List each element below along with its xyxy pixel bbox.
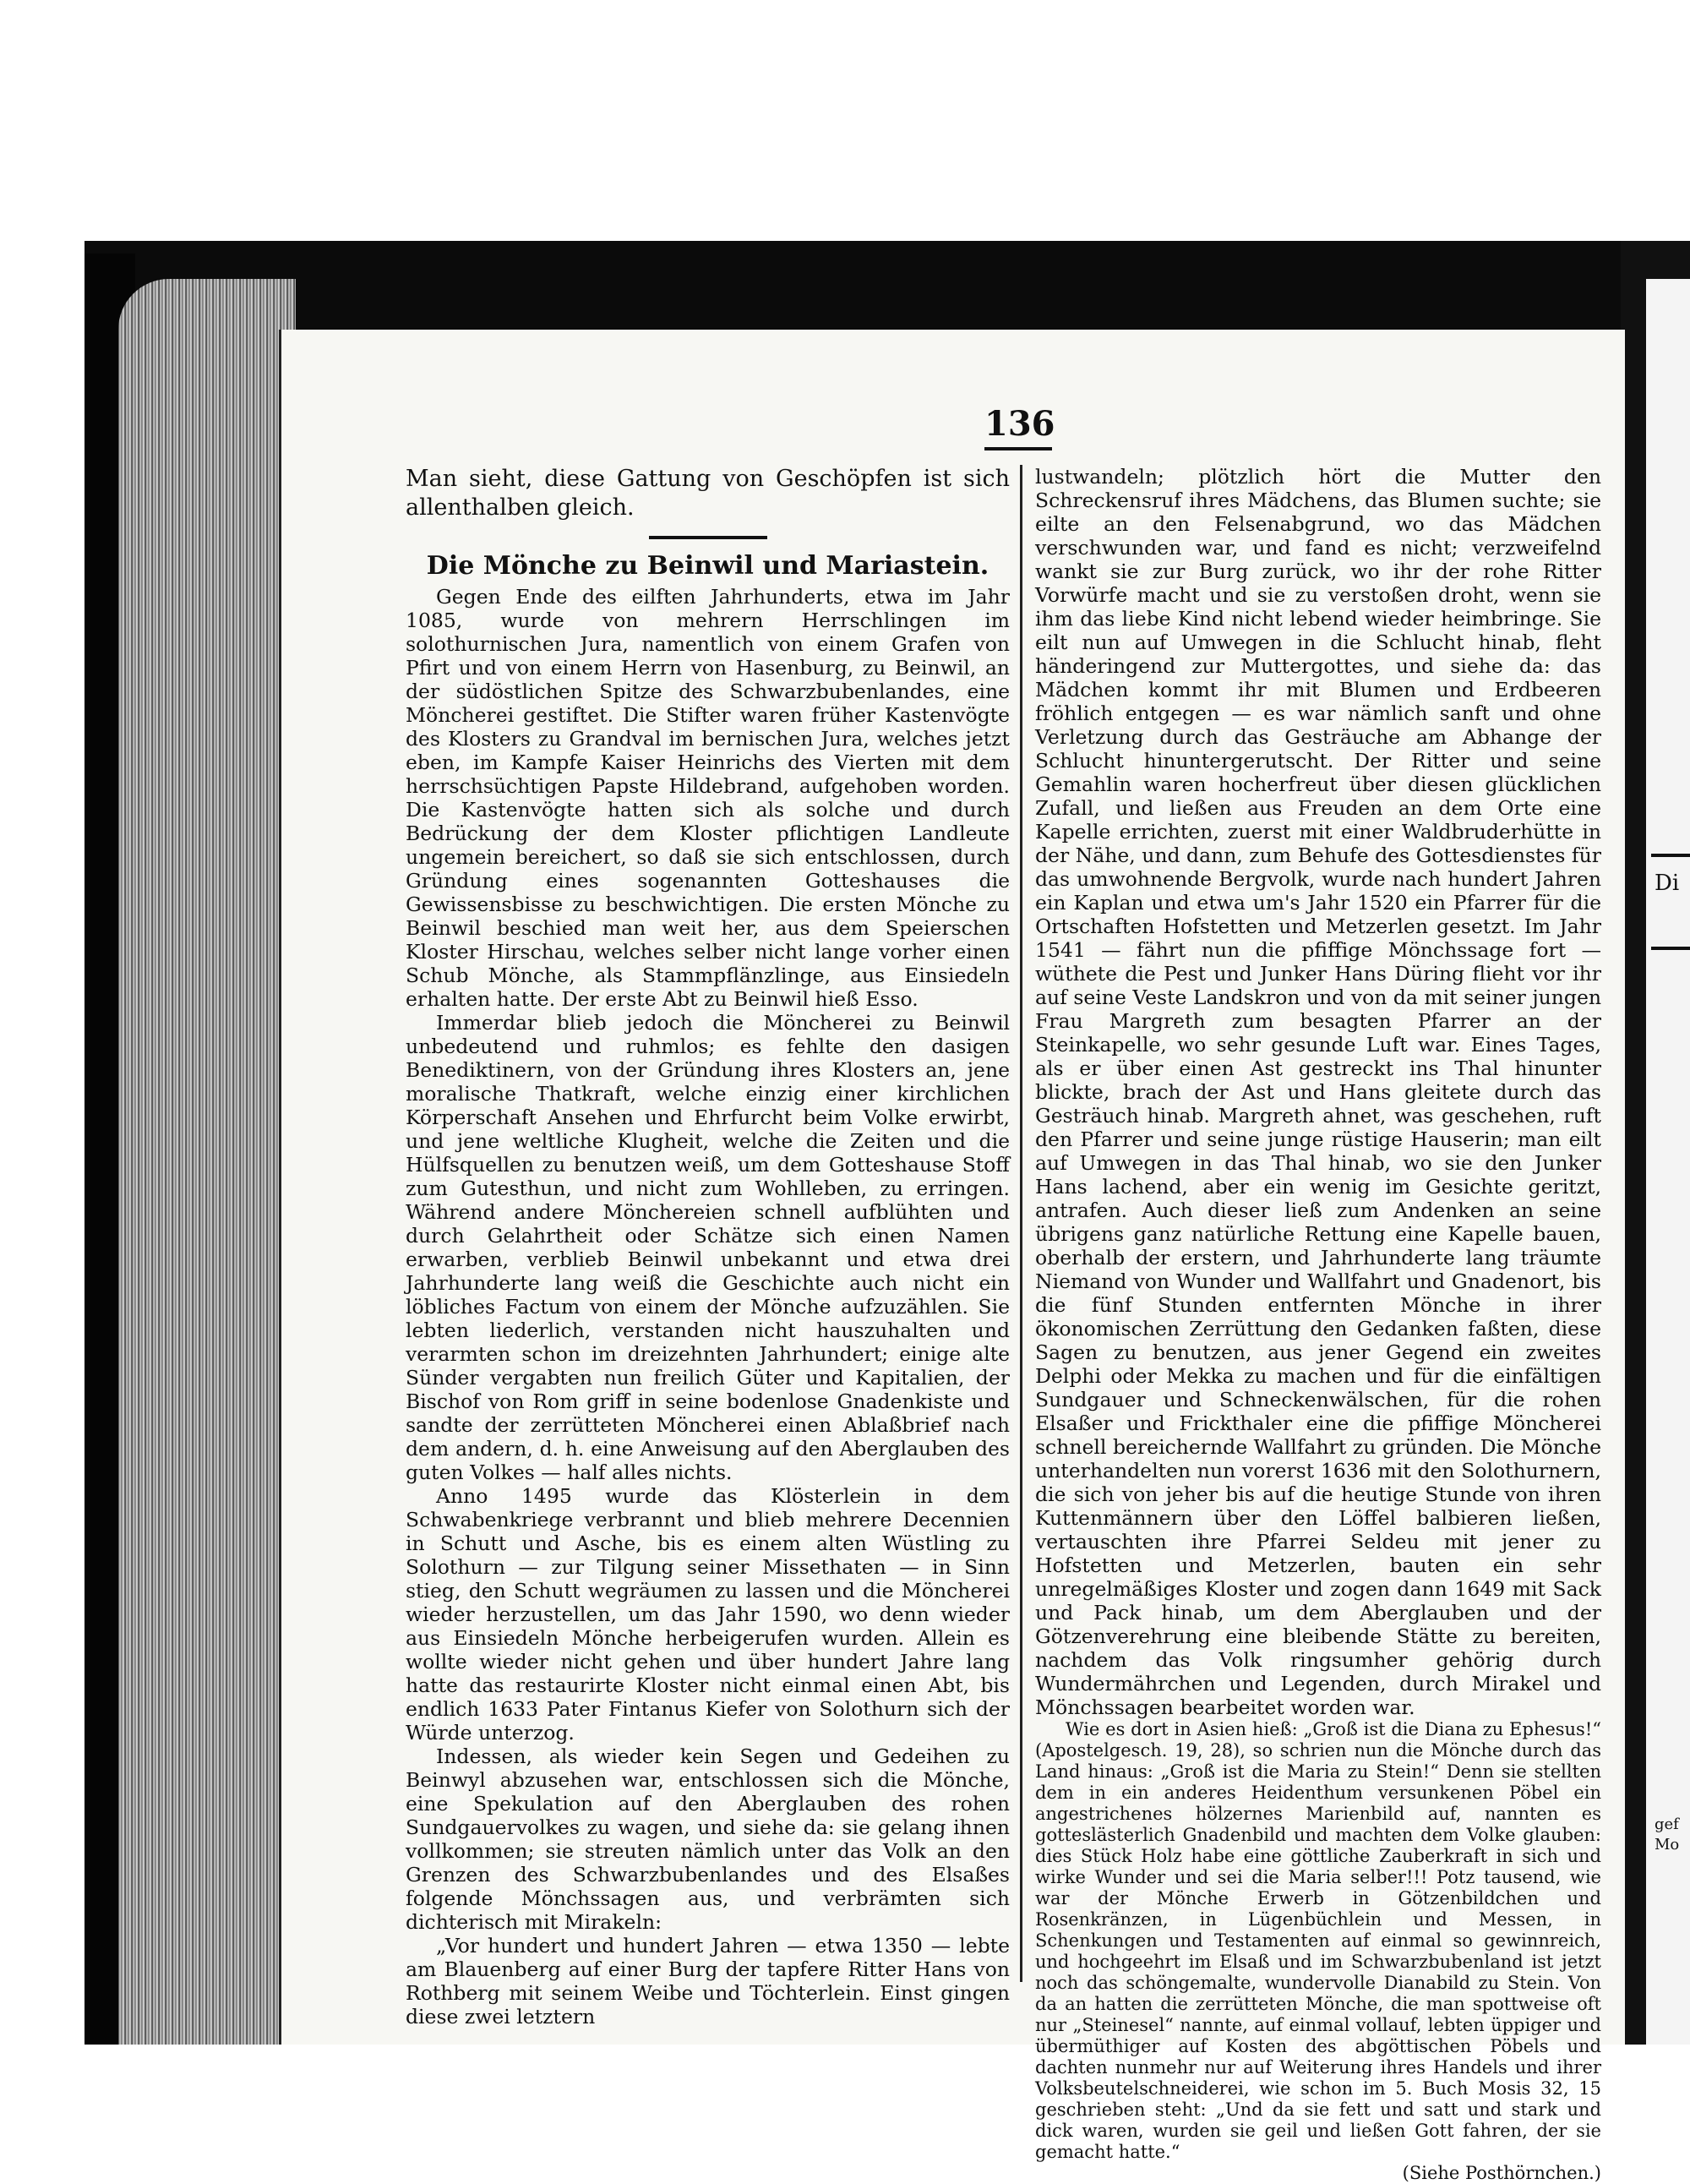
paragraph-small-print: Wie es dort in Asien hieß: „Groß ist die Diana zu Ephesus!“ (Apostelgesch. 19, 28), so schrien nun die Mönche durch das Land hinaus: „Groß ist die Maria zu Stein!“ Denn sie stellten dem in ein anderes Heidenthum versunkenen Pöbel ein angestrichenes hölzernes Marienbild auf, nannten es gotteslästerlich Gnadenbild und machten dem Volke glauben: dies Stück Holz habe eine göttliche Zauberkraft in sich und wirke Wunder und sei die Maria selber!!! Potz tausend, wie war der Mönche Erwerb in Götzenbildchen und Rosenkränzen, in Lügenbüchlein und Messen, in Schenkungen und Testamenten auf einmal so gewinnreich, und hochgeehrt im Elsaß und im Schwarzbubenland ist jetzt noch das schöngemalte, wundervolle Dianabild zu Stein. Von da an hatten die zerrütteten Mönche, die man spottweise oft nur „Steinesel“ nannte, auf einmal vollauf, lebten üppiger und übermüthiger auf Kosten des abgöttischen Pöbels und dachten nunmehr nur auf Weiterung ihres Handels und ihrer Volksbeutelschneiderei, wie schon im 5. Buch Mosis 32, 15 geschrieben steht: „Und da sie fett und satt und stark und dick waren, wurden sie geil und ließen Gott fahren, der sie gemacht hatte.“: [1035, 1719, 1601, 2162]
left-column: [406, 465, 1010, 2028]
source-attribution: (Siehe Posthörnchen.): [1402, 2163, 1601, 2183]
paragraph: Immerdar blieb jedoch die Mönchereі zu Beinwil unbedeutend und ruhmlos; es fehlte den dasigen Benediktinern, von der Gründung ihres Klosters an, jene moralische Thatkraft, welche einzig einer kirchlichen Körperschaft Ansehen und Ehrfurcht beim Volke erwirbt, und jene weltliche Klugheit, welche die Zeiten und die Hülfsquellen zu benutzen weiß, um dem Gotteshause Stoff zum Gutesthun, und nicht zum Wohlleben, zu erringen. Während andere Möncherеien schnell aufblühten und durch Gelahrtheit oder Schätze sich einen Namen erwarben, verblieb Beinwil unbekannt und etwa drei Jahrhunderte lang weiß die Geschichte auch nicht ein löbliches Factum von einem der Mönche aufzuzählen. Sie lebten liederlich, verstanden nicht hauszuhalten und verarmten schon im dreizehnten Jahrhundert; einige alte Sünder vergabten nun freilich Güter und Kapitalien, der Bischof von Rom griff in seine bodenlose Gnadenkiste und sandte der zerrütteten Mönchereі einen Ablaßbrief nach dem andern, d. h. eine Anweisung auf den Aberglauben des guten Volkes — half alles nichts.: [406, 1011, 1010, 1484]
right-column: [1035, 465, 1601, 2184]
adjacent-page-fragment: Di: [1655, 871, 1680, 896]
adjacent-page-rule: [1651, 947, 1690, 950]
book-page-edges: [118, 279, 296, 2045]
paragraph: lustwandeln; plötzlich hört die Mutter den Schreckensruf ihres Mädchens, das Blumen suchte; sie eilte an den Felsenabgrund, wo das Mädchen verschwunden war, und fand es nicht; verzweifelnd wankt sie zur Burg zurück, wo ihr der rohe Ritter Vorwürfe macht und sie zu verstoßen droht, wenn sie ihm das liebe Kind nicht lebend wieder heimbringe. Sie eilt nun auf Umwegen in die Schlucht hinab, fleht händeringend zur Muttergottes, und siehe da: das Mädchen kommt ihr mit Blumen und Erdbeeren fröhlich entgegen — es war nämlich sanft und ohne Verletzung durch das Gesträuche am Abhange der Schlucht hinuntergerutscht. Der Ritter und seine Gemahlin waren hocherfreut über diesen glücklichen Zufall, und ließen aus Freuden an dem Orte eine Kapelle errichten, zuerst mit einer Waldbruderhütte in der Nähe, und dann, zum Behufe des Gottesdienstes für das umwohnende Bergvolk, wurde nach hundert Jahren ein Kaplan und etwa um's Jahr 1520 ein Pfarrer für die Ortschaften Hofstetten und Metzerlen gesetzt. Im Jahr 1541 — fährt nun die pfiffige Mönchssage fort — wüthete die Pest und Junker Hans Düring flieht vor ihr auf seine Veste Landskron und von da mit seiner jungen Frau Margreth zum besagten Pfarrer an der Steinkapelle, wo sehr gesunde Luft war. Eines Tages, als er über einen Ast gestreckt ins Thal hinunter blickte, brach der Ast und Hans gleitete durch das Gesträuch hinab. Margreth ahnet, was geschehen, ruft den Pfarrer und seine junge rüstige Hauserin; man eilt auf Umwegen in das Thal hinab, wo sie den Junker Hans lachend, aber ein wenig im Gesichte geritzt, antrafen. Auch dieser ließ zum Andenken an seine übrigens ganz natürliche Rettung eine Kapelle bauen, oberhalb der erstern, und Jahrhunderte lang träumte Niemand von Wunder und Wallfahrt und Gnadenort, bis die fünf Stunden entfernten Mönche in ihrer ökonomischen Zerrüttung den Gedanken faßten, diese Sagen zu benutzen, aus jener Gegend ein zweites Delphi oder Mekka zu machen und für die einfältigen Sundgauer und Schneckenwälschen, für die rohen Elsaßer und Frickthaler eine die pfiffige Mönchereі schnell bereichernde Wallfahrt zu gründen. Die Mönche unterhandelten nun vorerst 1636 mit den Solothurnern, die sich von jeher bis auf die heutige Stunde von ihren Kuttenmännern über den Löffel balbieren ließen, vertauschten ihre Pfarrei Seldeu mit jener zu Hofstetten und Metzerlen, bauten ein sehr unregelmäßiges Kloster und zogen dann 1649 mit Sack und Pack hinab, um dem Aberglauben und der Götzenverehrung eine bleibende Stätte zu bereiten, nachdem das Volk ringsumher gehörig durch Wundermährchen und Legenden, durch Mirakel und Mönchssagen bearbeitet worden war.: [1035, 465, 1601, 1719]
paragraph: Gegen Ende des eilften Jahrhunderts, etwa im Jahr 1085, wurde von mehrern Herrschlingen im solothurnischen Jura, namentlich von einem Grafen von Pfirt und von einem Herrn von Hasenburg, zu Beinwil, an der südöstlichen Spitze des Schwarzbubenlandes, eine Mönchereі gestiftet. Die Stifter waren früher Kastenvögte des Klosters zu Grandval im bernischen Jura, welches jetzt eben, im Kampfe Kaiser Heinrichs des Vierten mit dem herrschsüchtigen Papste Hildebrand, aufgehoben worden. Die Kastenvögte hatten sich als solche und durch Bedrückung der dem Kloster pflichtigen Landleute ungemein bereichert, so daß sie sich entschlossen, durch Gründung eines sogenannten Gotteshauses die Gewissensbisse zu beschwichtigen. Die ersten Mönche zu Beinwil beschied man weit her, aus dem Speierschen Kloster Hirschau, welches selber nicht lange vorher einen Schub Mönche, als Stammpflänzlinge, aus Einsiedeln erhalten hatte. Der erste Abt zu Beinwil hieß Esso.: [406, 585, 1010, 1011]
page-number: 136: [984, 404, 1052, 450]
paragraph: „Vor hundert und hundert Jahren — etwa 1350 — lebte am Blauenberg auf einer Burg der tapfere Ritter Hans von Rothberg mit seinem Weibe und Töchterlein. Einst gingen diese zwei letztern: [406, 1934, 1010, 2028]
previous-article-ending: Man sieht, diese Gattung von Geschöpfen ist sich allenthalben gleich.: [406, 466, 1010, 521]
paragraph: Anno 1495 wurde das Klösterlein in dem Schwabenkriege verbrannt und blieb mehrere Decennien in Schutt und Asche, bis es einem alten Wüstling zu Solothurn — zur Tilgung seiner Missethaten — in Sinn stieg, den Schutt wegräumen zu lassen und die Mönchereі wieder herzustellen, um das Jahr 1590, wo denn wieder aus Einsiedeln Mönche herbeigerufen wurden. Allein es wollte wieder nicht gehen und über hundert Jahre lang hatte das restaurirte Kloster nicht einmal einen Abt, bis endlich 1633 Pater Fintanus Kiefer von Solothurn sich der Würde unterzog.: [406, 1484, 1010, 1744]
adjacent-page-rule: [1651, 854, 1690, 857]
article-title: Die Mönche zu Beinwil und Mariastein.: [426, 551, 989, 581]
adjacent-page: [1646, 279, 1690, 2045]
paragraph: Indessen, als wieder kein Segen und Gedeihen zu Beinwyl abzusehen war, entschlossen sich die Mönche, eine Spekulation auf den Aberglauben des rohen Sundgauervolkes zu wagen, und siehe da: sie gelang ihnen vollkommen; sie streuten nämlich unter das Volk an den Grenzen des Schwarzbubenlandes und des Elsaßes folgende Mönchssagen aus, und verbrämten sich dichterisch mit Mirakeln:: [406, 1744, 1010, 1934]
adjacent-page-fragment: Mo: [1655, 1836, 1680, 1854]
adjacent-page-fragment: gef: [1655, 1815, 1679, 1833]
column-divider: [1020, 465, 1022, 1982]
article-separator: [649, 536, 767, 539]
